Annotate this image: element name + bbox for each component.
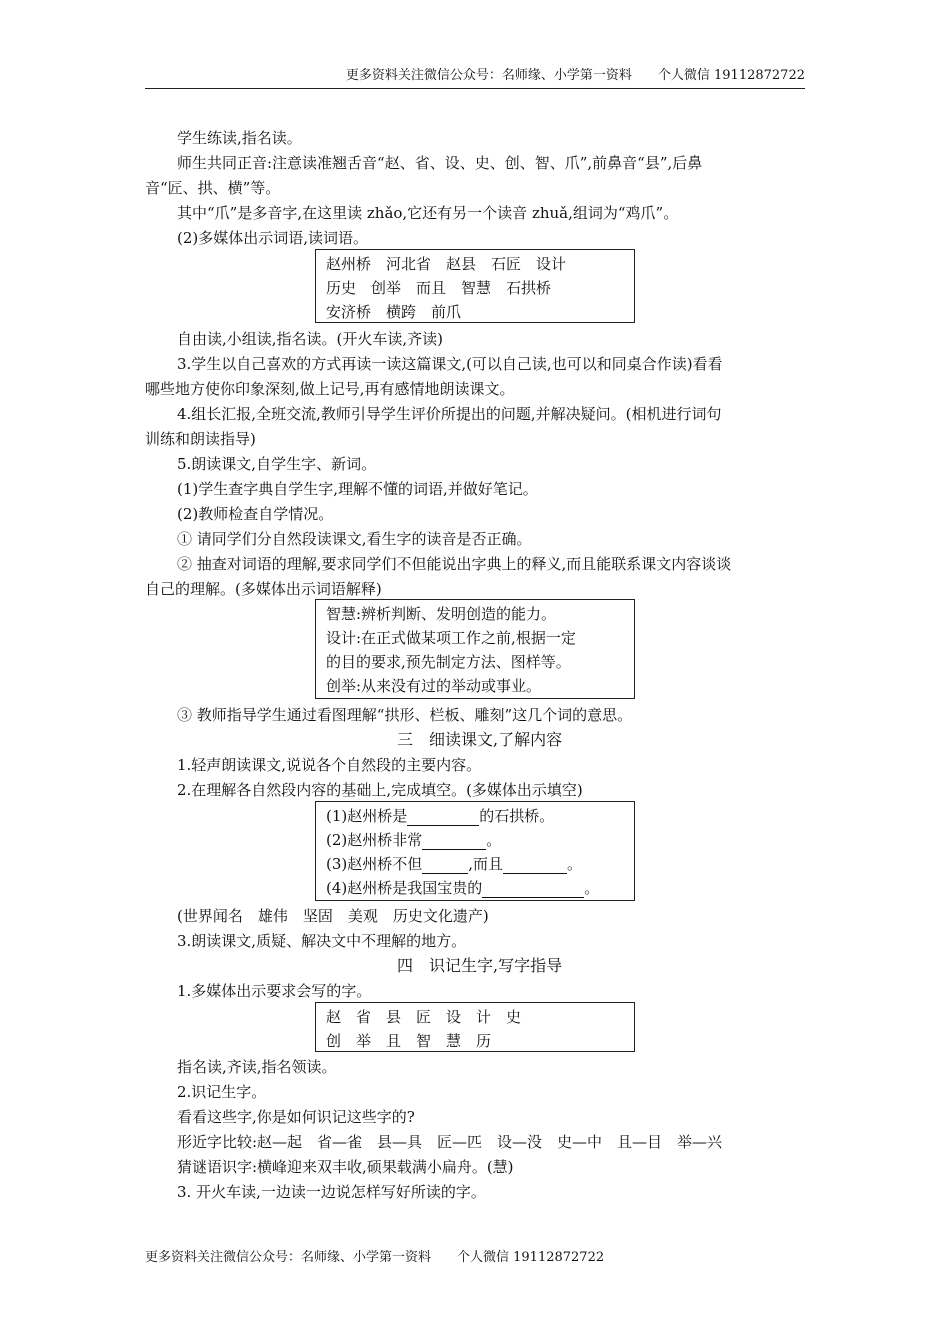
paragraph-continuation: 哪些地方使你印象深刻,做上记号,再有感情地朗读课文。 — [145, 380, 515, 398]
blank-prefix: (1)赵州桥是 — [326, 807, 408, 825]
definition-line: 设计:在正式做某项工作之前,根据一定 — [326, 629, 576, 647]
paragraph-continuation: 自己的理解。(多媒体出示词语解释) — [145, 580, 382, 598]
paragraph: 指名读,齐读,指名领读。 — [177, 1058, 337, 1076]
word-row: 安济桥 横跨 前爪 — [326, 303, 462, 321]
definition-line: 智慧:辨析判断、发明创造的能力。 — [326, 605, 557, 623]
word-list-box — [315, 249, 635, 323]
paragraph: (2)教师检查自学情况。 — [177, 505, 334, 523]
paragraph: (2)多媒体出示词语,读词语。 — [177, 229, 369, 247]
fill-blank-line — [326, 830, 501, 850]
definition-line: 创举:从来没有过的举动或事业。 — [326, 677, 542, 695]
section-heading: 三 细读课文,了解内容 — [397, 730, 563, 749]
paragraph-continuation: 训练和朗读指导) — [145, 430, 256, 448]
definition-box — [315, 599, 635, 699]
paragraph: 学生练读,指名读。 — [177, 129, 302, 147]
page-header: 更多资料关注微信公众号：名师缘、小学第一资料 个人微信 19112872722 — [145, 66, 805, 89]
page-footer: 更多资料关注微信公众号：名师缘、小学第一资料 个人微信 19112872722 — [145, 1250, 605, 1265]
blank-prefix: (2)赵州桥非常 — [326, 831, 423, 849]
answer-blank — [407, 809, 479, 826]
paragraph: 3.学生以自己喜欢的方式再读一读这篇课文,(可以自己读,也可以和同桌合作读)看看 — [177, 355, 723, 373]
paragraph: ③ 教师指导学生通过看图理解“拱形、栏板、雕刻”这几个词的意思。 — [177, 706, 633, 724]
paragraph: (1)学生查字典自学生字,理解不懂的词语,并做好笔记。 — [177, 480, 538, 498]
paragraph: 2.识记生字。 — [177, 1083, 267, 1101]
paragraph: 其中“爪”是多音字,在这里读 zhǎo,它还有另一个读音 zhuǎ,组词为“鸡爪”。 — [177, 204, 679, 222]
fill-blank-line — [326, 854, 582, 874]
character-row: 创 举 且 智 慧 历 — [326, 1032, 492, 1050]
blank-suffix: 。 — [584, 879, 600, 897]
word-row: 赵州桥 河北省 赵县 石匠 设计 — [326, 255, 567, 273]
blank-middle: ,而且 — [468, 855, 504, 873]
answer-blank — [503, 857, 567, 874]
paragraph-continuation: 音“匠、拱、横”等。 — [145, 179, 281, 197]
fill-blank-box — [315, 801, 635, 901]
paragraph: 3.朗读课文,质疑、解决文中不理解的地方。 — [177, 932, 467, 950]
paragraph: 3. 开火车读,一边读一边说怎样写好所读的字。 — [177, 1183, 486, 1201]
paragraph: ② 抽查对词语的理解,要求同学们不但能说出字典上的释义,而且能联系课文内容谈谈 — [177, 555, 732, 573]
answer-blank — [482, 881, 584, 898]
word-row: 历史 创举 而且 智慧 石拱桥 — [326, 279, 552, 297]
character-box — [315, 1002, 635, 1052]
paragraph: ① 请同学们分自然段读课文,看生字的读音是否正确。 — [177, 530, 532, 548]
blank-prefix: (3)赵州桥不但 — [326, 855, 423, 873]
blank-prefix: (4)赵州桥是我国宝贵的 — [326, 879, 483, 897]
answer-hint: (世界闻名 雄伟 坚固 美观 历史文化遗产) — [177, 907, 489, 925]
section-heading: 四 识记生字,写字指导 — [397, 956, 563, 975]
paragraph: 1.多媒体出示要求会写的字。 — [177, 982, 372, 1000]
paragraph: 2.在理解各自然段内容的基础上,完成填空。(多媒体出示填空) — [177, 781, 583, 799]
character-row: 赵 省 县 匠 设 计 史 — [326, 1008, 522, 1026]
paragraph: 师生共同正音:注意读准翘舌音“赵、省、设、史、创、智、爪”,前鼻音“县”,后鼻 — [177, 154, 703, 172]
paragraph: 自由读,小组读,指名读。(开火车读,齐读) — [177, 330, 444, 348]
answer-blank — [422, 857, 468, 874]
fill-blank-line — [326, 806, 554, 826]
blank-suffix: 。 — [486, 831, 502, 849]
blank-suffix: 的石拱桥。 — [479, 807, 555, 825]
paragraph: 5.朗读课文,自学生字、新词。 — [177, 455, 377, 473]
paragraph: 看看这些字,你是如何识记这些字的? — [177, 1108, 415, 1126]
paragraph: 4.组长汇报,全班交流,教师引导学生评价所提出的问题,并解决疑问。(相机进行词句 — [177, 405, 722, 423]
paragraph: 1.轻声朗读课文,说说各个自然段的主要内容。 — [177, 756, 482, 774]
fill-blank-line — [326, 878, 599, 898]
paragraph: 形近字比较:赵—起 省—雀 县—具 匠—匹 设—没 史—中 且—目 举—兴 — [177, 1133, 723, 1151]
definition-line: 的目的要求,预先制定方法、图样等。 — [326, 653, 571, 671]
blank-suffix: 。 — [567, 855, 583, 873]
paragraph: 猜谜语识字:横峰迎来双丰收,硕果载满小扁舟。(慧) — [177, 1158, 514, 1176]
answer-blank — [422, 833, 486, 850]
